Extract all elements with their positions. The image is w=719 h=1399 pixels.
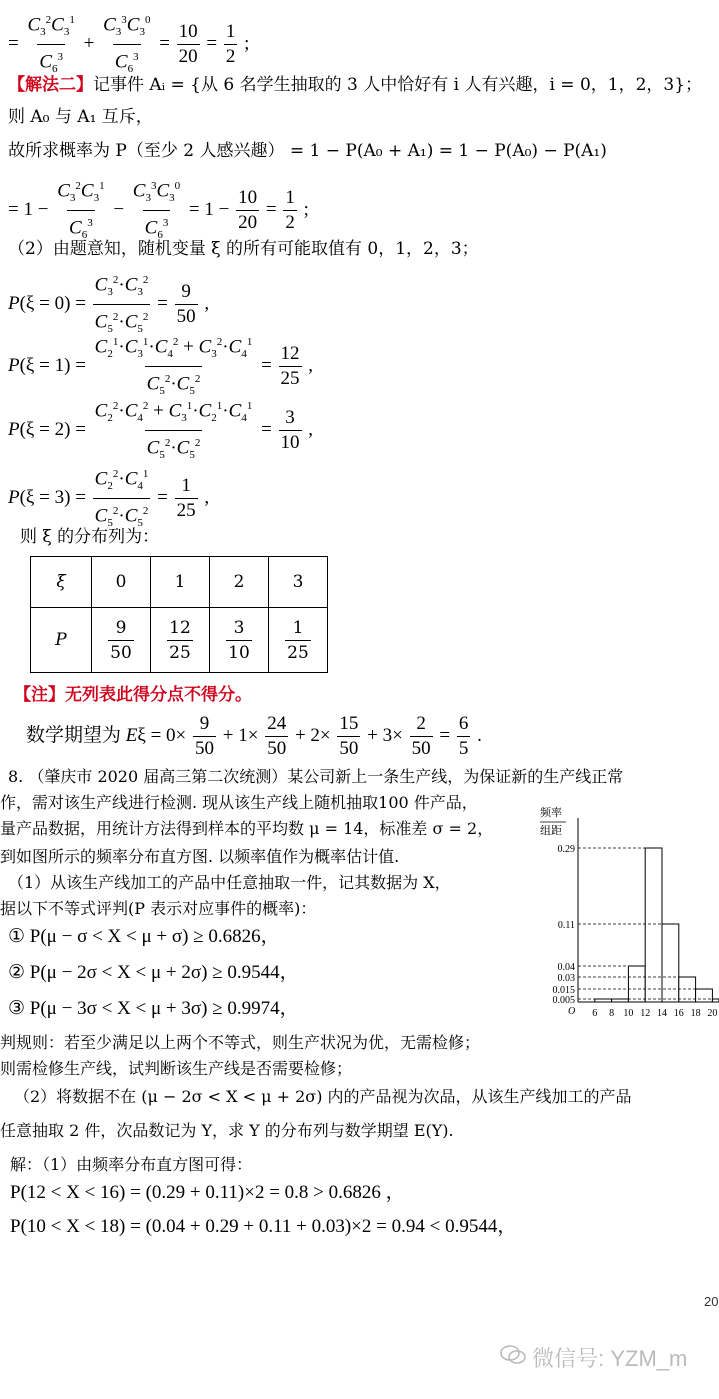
y-tick-label: 0.04 — [557, 962, 575, 973]
method-two-line — [8, 74, 702, 96]
x-tick-label: 16 — [673, 1008, 684, 1019]
frequency-histogram — [536, 800, 719, 1022]
histogram-bar — [595, 999, 612, 1002]
solution-line-2: P(12 < X < 16) = (0.29 + 0.11)×2 = 0.8 > 0.6826 ， — [10, 1182, 405, 1203]
x-tick-label: 6 — [592, 1008, 598, 1019]
histogram-bar — [679, 977, 696, 1002]
question-8-line-a: 8. （肇庆市 2020 届高三第二次统测）某公司新上一条生产线，为保证新的生产线正常 — [8, 767, 624, 786]
formula-line-5: = 1 − $\frac{C_3^2C_3^1}{C_6^3}$ − $\frac{C_3^3C_3^0}{C_6^3}$ = 1 − $\frac{10}{20}$ = $\frac{1}{2}$ ; — [8, 174, 309, 247]
p-xi-2: P(ξ = 2) = $\frac{C_2^2\cdot C_4^2 + C_3^1\cdot C_2^1\cdot C_4^1}{C_5^2\cdot C_5^2}$ = $\frac{3}{10}$ , — [8, 394, 313, 467]
origin-label: O — [568, 1006, 576, 1017]
method-text: 记事件 Aᵢ = {从 6 名学生抽取的 3 人中恰好有 i 人有兴趣，i = 0，1，2，3}； — [93, 75, 703, 95]
y-axis-label-top: 频率 — [540, 807, 562, 819]
distribution-intro: 则 ξ 的分布列为： — [20, 527, 160, 547]
histogram-bar — [612, 999, 629, 1002]
p-xi-0: P(ξ = 0) = $\frac{C_3^2\cdot C_3^2}{C_5^2\cdot C_5^2}$ = $\frac{9}{50}$ , — [8, 268, 209, 341]
page-number: 20 — [704, 1294, 719, 1309]
table-cell: $\frac{1}{25}$ — [269, 608, 328, 673]
x-tick-label: 14 — [657, 1008, 667, 1019]
y-axis-label-bottom: 组距 — [540, 825, 562, 837]
table-cell: $\frac{9}{50}$ — [92, 608, 151, 673]
question-8-line-f: 据以下不等式评判(P 表示对应事件的概率)： — [0, 899, 317, 918]
y-tick-label: 0.015 — [552, 985, 575, 996]
question-8-line-j: 任意抽取 2 件，次品数记为 Y，求 Y 的分布列与数学期望 E(Y). — [0, 1121, 454, 1140]
table-header-cell: 2 — [210, 557, 269, 608]
table-cell: $\frac{3}{10}$ — [210, 608, 269, 673]
watermark-text: 微信号: YZM_m — [532, 1346, 688, 1371]
x-tick-label: 20 — [707, 1008, 718, 1019]
note-line: 【注】无列表此得分点不得分。 — [14, 685, 252, 705]
mutual-exclusive-line: 则 A₀ 与 A₁ 互斥， — [8, 107, 153, 127]
formula-line-1: = $\frac{C_3^2C_3^1}{C_6^3}$ + $\frac{C_3^3C_3^0}{C_6^3}$ = $\frac{10}{20}$ = $\frac{1}{2}$ ; — [8, 8, 249, 81]
solution-line-3: P(10 < X < 18) = (0.04 + 0.29 + 0.11 + 0.03)×2 = 0.94 < 0.9544， — [10, 1216, 517, 1237]
wechat-icon — [500, 1346, 532, 1371]
x-tick-label: 12 — [640, 1008, 651, 1019]
histogram-bar — [628, 966, 645, 1002]
question-8-line-d: 到如图所示的频率分布直方图. 以频率值作为概率估计值. — [0, 847, 400, 866]
probability-line: 故所求概率为 P（至少 2 人感兴趣） = 1 − P(A₀ + A₁) = 1 − P(A₀) − P(A₁) — [8, 141, 607, 161]
question-8-line-i: （2）将数据不在 (μ − 2σ < X < μ + 2σ) 内的产品视为次品，从该生产线加工的产品 — [14, 1087, 632, 1106]
table-header-cell: 1 — [151, 557, 210, 608]
solution-intro: 解：（1）由频率分布直方图可得： — [10, 1155, 253, 1174]
table-row-label: P — [31, 608, 92, 673]
x-tick-label: 18 — [690, 1008, 701, 1019]
y-tick-label: 0.03 — [557, 973, 575, 984]
y-tick-label: 0.005 — [552, 995, 575, 1006]
table-header-cell: 0 — [92, 557, 151, 608]
criterion-1: ① P(μ − σ < X < μ + σ) ≥ 0.6826， — [8, 926, 280, 947]
histogram-bar — [662, 924, 679, 1002]
criterion-2: ② P(μ − 2σ < X < μ + 2σ) ≥ 0.9544， — [8, 962, 299, 983]
criterion-3: ③ P(μ − 3σ < X < μ + 3σ) ≥ 0.9974， — [8, 998, 299, 1019]
y-tick-label: 0.29 — [557, 844, 575, 855]
watermark — [500, 1342, 687, 1373]
x-tick-label: 10 — [623, 1008, 634, 1019]
p-xi-3: P(ξ = 3) = $\frac{C_2^2\cdot C_4^1}{C_5^2\cdot C_5^2}$ = $\frac{1}{25}$ , — [8, 462, 209, 535]
histogram-bar — [712, 999, 719, 1002]
table-cell: $\frac{12}{25}$ — [151, 608, 210, 673]
x-tick-label: 8 — [609, 1008, 615, 1019]
y-tick-label: 0.11 — [557, 920, 575, 931]
part-two-intro: （2）由题意知，随机变量 ξ 的所有可能取值有 0，1，2，3； — [8, 239, 479, 259]
histogram-bar — [696, 989, 713, 1002]
distribution-table — [30, 556, 328, 673]
question-8-line-e: （1）从该生产线加工的产品中任意抽取一件，记其数据为 X， — [8, 873, 451, 892]
p-xi-1: P(ξ = 1) = $\frac{C_2^1\cdot C_3^1\cdot C_4^2 + C_3^2\cdot C_4^1}{C_5^2\cdot C_5^2}$ = $\frac{12}{25}$ , — [8, 330, 313, 403]
histogram-bar — [645, 848, 662, 1002]
question-8-line-c: 量产品数据，用统计方法得到样本的平均数 μ = 14，标准差 σ = 2， — [0, 819, 494, 838]
question-8-line-h: 则需检修生产线，试判断该生产线是否需要检修； — [0, 1059, 353, 1078]
table-header-cell: ξ — [31, 557, 92, 608]
expectation-line: 数学期望为 Eξ = 0× $\frac{9}{50}$ + 1× $\frac{24}{50}$ + 2× $\frac{15}{50}$ + 3× $\frac{2}{50}$ = $\frac{6}{5}$ . — [26, 713, 482, 759]
method-tag: 【解法二】 — [8, 75, 93, 95]
question-8-line-g: 判规则：若至少满足以上两个不等式，则生产状况为优，无需检修； — [0, 1033, 481, 1052]
table-header-cell: 3 — [269, 557, 328, 608]
question-8-line-b: 作，需对该生产线进行检测. 现从该生产线上随机抽取100 件产品， — [0, 793, 478, 812]
